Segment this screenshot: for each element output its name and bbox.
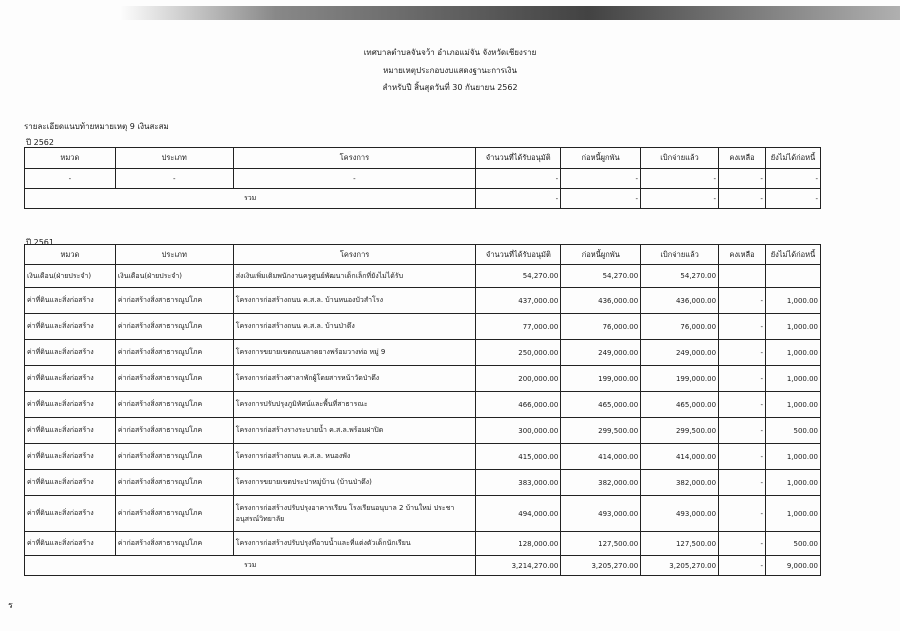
- cell: 127,500.00: [641, 532, 719, 556]
- col-uncommitted: ยังไม่ได้ก่อหนี้: [765, 245, 820, 265]
- table-row: [25, 314, 821, 340]
- cell: ค่าที่ดินและสิ่งก่อสร้าง: [25, 366, 116, 392]
- table-row: [25, 496, 821, 532]
- cell: ค่าที่ดินและสิ่งก่อสร้าง: [25, 470, 116, 496]
- cell: ค่าที่ดินและสิ่งก่อสร้าง: [25, 444, 116, 470]
- cell: 493,000.00: [641, 496, 719, 532]
- cell: 465,000.00: [641, 392, 719, 418]
- table-row: [25, 392, 821, 418]
- total-cell: -: [561, 189, 641, 209]
- cell: 77,000.00: [476, 314, 561, 340]
- cell: -: [719, 392, 766, 418]
- col-committed: ก่อหนี้ผูกพัน: [561, 245, 641, 265]
- table-row: [25, 340, 821, 366]
- cell: โครงการก่อสร้างถนน ค.ส.ล. หนองพัง: [233, 444, 476, 470]
- cell: 466,000.00: [476, 392, 561, 418]
- total-cell: -: [476, 189, 561, 209]
- cell: ค่าที่ดินและสิ่งก่อสร้าง: [25, 314, 116, 340]
- col-type: ประเภท: [115, 148, 233, 169]
- total-cell: -: [641, 189, 719, 209]
- cell: ค่าก่อสร้างสิ่งสาธารณูปโภค: [115, 444, 233, 470]
- cell: 1,000.00: [765, 470, 820, 496]
- cell: 128,000.00: [476, 532, 561, 556]
- table-row: [25, 366, 821, 392]
- cell: โครงการขยายเขตประปาหมู่บ้าน (บ้านป่าตึง): [233, 470, 476, 496]
- cell: -: [765, 169, 820, 189]
- col-disbursed: เบิกจ่ายแล้ว: [641, 148, 719, 169]
- cell: -: [719, 532, 766, 556]
- total-cell: -: [718, 189, 765, 209]
- total-cell: -: [719, 556, 766, 576]
- cell: -: [233, 169, 476, 189]
- cell: ค่าที่ดินและสิ่งก่อสร้าง: [25, 532, 116, 556]
- table-header: [25, 148, 821, 169]
- cell: เงินเดือน(ฝ่ายประจำ): [115, 265, 233, 288]
- cell: -: [476, 169, 561, 189]
- col-project: โครงการ: [233, 148, 476, 169]
- cell: -: [719, 496, 766, 532]
- cell: 54,270.00: [641, 265, 719, 288]
- year-label-2561: ปี 2561: [26, 238, 54, 247]
- cell: -: [25, 169, 116, 189]
- col-category: หมวด: [25, 245, 116, 265]
- cell: 299,500.00: [561, 418, 641, 444]
- cell: -: [115, 169, 233, 189]
- cell: ค่าก่อสร้างสิ่งสาธารณูปโภค: [115, 366, 233, 392]
- cell: ค่าที่ดินและสิ่งก่อสร้าง: [25, 496, 116, 532]
- section-title: รายละเอียดแนบท้ายหมายเหตุ 9 เงินสะสม: [24, 122, 169, 131]
- cell: ค่าก่อสร้างสิ่งสาธารณูปโภค: [115, 288, 233, 314]
- cell: 76,000.00: [561, 314, 641, 340]
- cell: 414,000.00: [561, 444, 641, 470]
- cell: ค่าก่อสร้างสิ่งสาธารณูปโภค: [115, 314, 233, 340]
- cell: 493,000.00: [561, 496, 641, 532]
- cell: โครงการก่อสร้างปรับปรุงที่อาบน้ำและที่แต่งตัวเด็กนักเรียน: [233, 532, 476, 556]
- cell: 54,270.00: [561, 265, 641, 288]
- table-2562: [24, 147, 821, 209]
- cell: โครงการก่อสร้างถนน ค.ส.ล. บ้านหนองบัวสำโรง: [233, 288, 476, 314]
- cell: 382,000.00: [561, 470, 641, 496]
- cell: -: [719, 314, 766, 340]
- cell: -: [719, 366, 766, 392]
- col-disbursed: เบิกจ่ายแล้ว: [641, 245, 719, 265]
- cell: -: [719, 340, 766, 366]
- cell: 1,000.00: [765, 314, 820, 340]
- cell: ค่าที่ดินและสิ่งก่อสร้าง: [25, 418, 116, 444]
- total-row: [25, 556, 821, 576]
- table-row: [25, 532, 821, 556]
- cell: -: [719, 288, 766, 314]
- col-project: โครงการ: [233, 245, 476, 265]
- table-row: [25, 169, 821, 189]
- cell: 250,000.00: [476, 340, 561, 366]
- cell: 494,000.00: [476, 496, 561, 532]
- cell: 1,000.00: [765, 366, 820, 392]
- total-cell: 3,205,270.00: [641, 556, 719, 576]
- cell: -: [641, 169, 719, 189]
- table-row: [25, 444, 821, 470]
- doc-title-line1: เทศบาลตำบลจันจว้า อำเภอแม่จัน จังหวัดเชียงราย: [363, 48, 537, 57]
- cell: 437,000.00: [476, 288, 561, 314]
- table-row: [25, 288, 821, 314]
- cell: 54,270.00: [476, 265, 561, 288]
- cell: โครงการขยายเขตถนนลาดยางพร้อมวางท่อ หมู่ 9: [233, 340, 476, 366]
- cell: 414,000.00: [641, 444, 719, 470]
- total-cell: 9,000.00: [765, 556, 820, 576]
- cell: 500.00: [765, 418, 820, 444]
- col-approved: จำนวนที่ได้รับอนุมัติ: [476, 245, 561, 265]
- year-label-2562: ปี 2562: [26, 138, 54, 147]
- cell: 76,000.00: [641, 314, 719, 340]
- cell: ค่าที่ดินและสิ่งก่อสร้าง: [25, 392, 116, 418]
- cell: 383,000.00: [476, 470, 561, 496]
- table-header: [25, 245, 821, 265]
- cell: 1,000.00: [765, 496, 820, 532]
- cell: 1,000.00: [765, 340, 820, 366]
- cell: 436,000.00: [561, 288, 641, 314]
- cell: 200,000.00: [476, 366, 561, 392]
- cell: [765, 265, 820, 288]
- cell: โครงการก่อสร้างรางระบายน้ำ ค.ส.ล.พร้อมฝาปิด: [233, 418, 476, 444]
- cell: 299,500.00: [641, 418, 719, 444]
- col-committed: ก่อหนี้ผูกพัน: [561, 148, 641, 169]
- cell: ค่าก่อสร้างสิ่งสาธารณูปโภค: [115, 532, 233, 556]
- table-2561: [24, 244, 821, 576]
- cell: โครงการก่อสร้างถนน ค.ส.ล. บ้านป่าตึง: [233, 314, 476, 340]
- cell: 249,000.00: [641, 340, 719, 366]
- cell: 436,000.00: [641, 288, 719, 314]
- col-remaining: คงเหลือ: [719, 245, 766, 265]
- total-row: [25, 189, 821, 209]
- table-row: [25, 265, 821, 288]
- col-uncommitted: ยังไม่ได้ก่อหนี้: [765, 148, 820, 169]
- cell: 127,500.00: [561, 532, 641, 556]
- cell: ค่าก่อสร้างสิ่งสาธารณูปโภค: [115, 418, 233, 444]
- cell: ส่งเงินเพิ่มเติมพนักงานครูศูนย์พัฒนาเด็กเล็กที่ยังไม่ได้รับ: [233, 265, 476, 288]
- cell: 1,000.00: [765, 288, 820, 314]
- cell: ค่าที่ดินและสิ่งก่อสร้าง: [25, 288, 116, 314]
- cell: 465,000.00: [561, 392, 641, 418]
- cell: 249,000.00: [561, 340, 641, 366]
- cell: เงินเดือน(ฝ่ายประจำ): [25, 265, 116, 288]
- cell: 300,000.00: [476, 418, 561, 444]
- scan-artifact: [120, 6, 900, 20]
- cell: โครงการก่อสร้างปรับปรุงอาคารเรียน โรงเรียนอนุบาล 2 บ้านใหม่ ประชาอนุสรณ์วิทยาลัย: [233, 496, 476, 532]
- cell: ค่าก่อสร้างสิ่งสาธารณูปโภค: [115, 470, 233, 496]
- doc-title-line3: สำหรับปี สิ้นสุดวันที่ 30 กันยายน 2562: [382, 83, 518, 92]
- total-label: รวม: [25, 556, 476, 576]
- total-cell: 3,205,270.00: [561, 556, 641, 576]
- cell: 500.00: [765, 532, 820, 556]
- cell: 199,000.00: [561, 366, 641, 392]
- cell: -: [719, 444, 766, 470]
- total-label: รวม: [25, 189, 476, 209]
- col-approved: จำนวนที่ได้รับอนุมัติ: [476, 148, 561, 169]
- cell: ค่าก่อสร้างสิ่งสาธารณูปโภค: [115, 340, 233, 366]
- col-category: หมวด: [25, 148, 116, 169]
- total-cell: -: [765, 189, 820, 209]
- cell: -: [561, 169, 641, 189]
- cell: โครงการปรับปรุงภูมิทัศน์และพื้นที่สาธารณะ: [233, 392, 476, 418]
- col-remaining: คงเหลือ: [718, 148, 765, 169]
- cell: ค่าที่ดินและสิ่งก่อสร้าง: [25, 340, 116, 366]
- cell: 199,000.00: [641, 366, 719, 392]
- cell: 1,000.00: [765, 444, 820, 470]
- cell: 382,000.00: [641, 470, 719, 496]
- col-type: ประเภท: [115, 245, 233, 265]
- cell: -: [719, 418, 766, 444]
- cell: โครงการก่อสร้างศาลาพักผู้โดยสารหน้าวัดป่าตึง: [233, 366, 476, 392]
- table-row: [25, 418, 821, 444]
- cell: ค่าก่อสร้างสิ่งสาธารณูปโภค: [115, 496, 233, 532]
- cell: 415,000.00: [476, 444, 561, 470]
- total-cell: 3,214,270.00: [476, 556, 561, 576]
- table-row: [25, 470, 821, 496]
- handwritten-mark: ร: [8, 601, 13, 611]
- cell: [719, 265, 766, 288]
- cell: 1,000.00: [765, 392, 820, 418]
- cell: ค่าก่อสร้างสิ่งสาธารณูปโภค: [115, 392, 233, 418]
- cell: -: [718, 169, 765, 189]
- cell: -: [719, 470, 766, 496]
- doc-title-line2: หมายเหตุประกอบงบแสดงฐานะการเงิน: [383, 66, 517, 75]
